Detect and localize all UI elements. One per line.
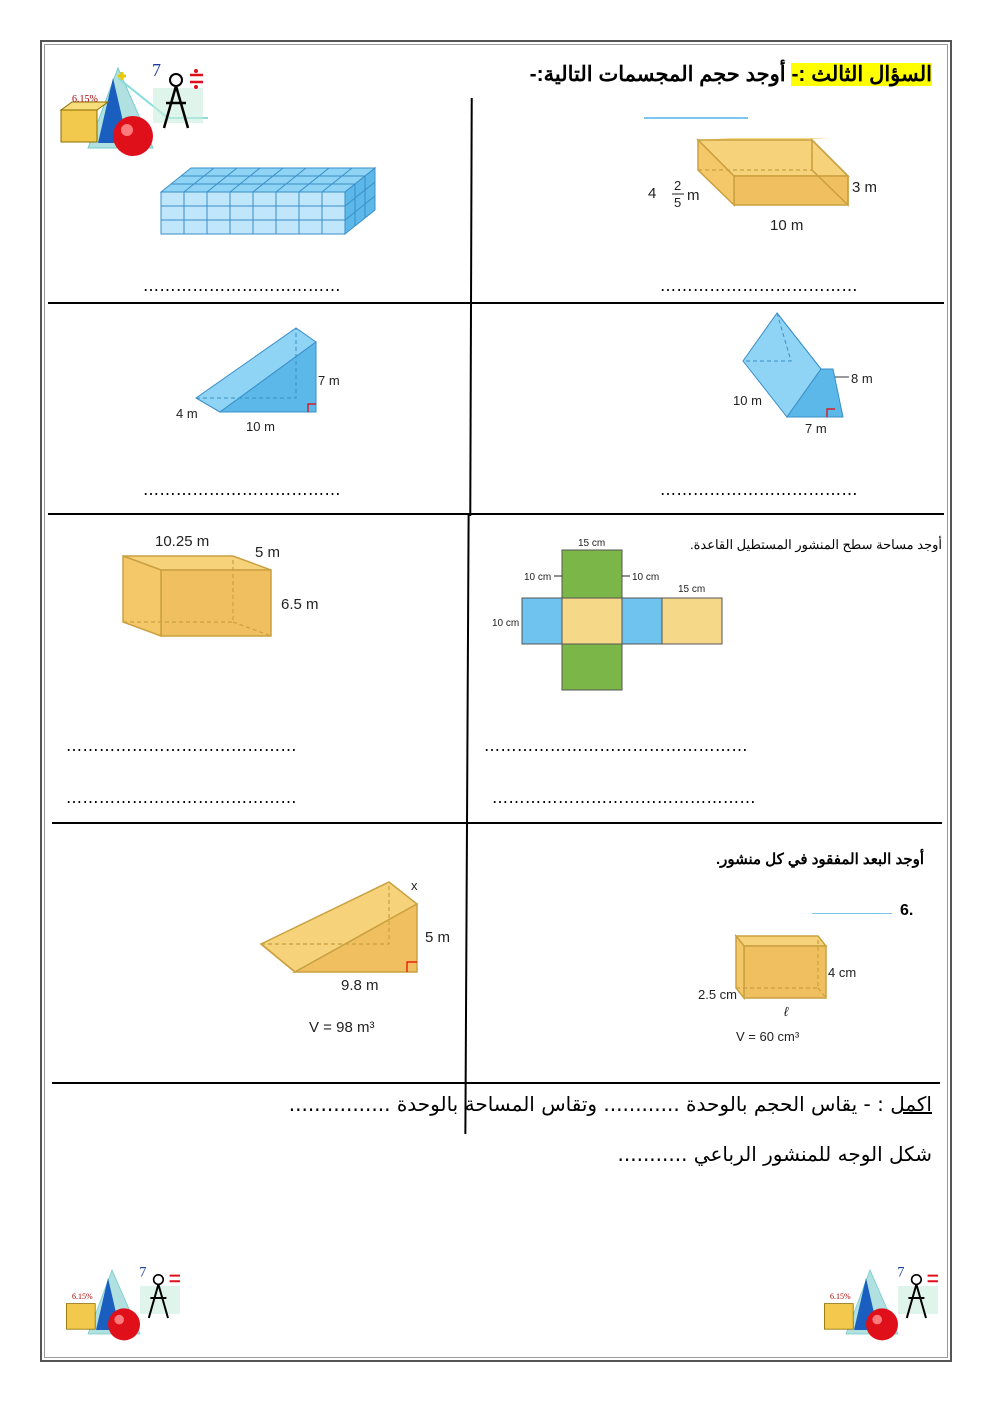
logo-percent: 6.15% bbox=[72, 94, 98, 105]
tri2-side-label: 8 m bbox=[851, 371, 873, 386]
answer-line-3b-right[interactable]: ………………………………………… bbox=[492, 788, 756, 807]
row-divider-1 bbox=[48, 302, 944, 304]
net-left-label: 10 cm bbox=[524, 572, 552, 583]
tri1-length-label: 10 m bbox=[246, 419, 275, 434]
svg-text:7: 7 bbox=[897, 1264, 905, 1281]
question-text: أوجد حجم المجسمات التالية:- bbox=[529, 63, 786, 86]
net-instruction: أوجد مساحة سطح المنشور المستطيل القاعدة. bbox=[689, 537, 942, 552]
net-figure bbox=[488, 534, 728, 694]
question-title bbox=[530, 62, 932, 87]
answer-line-1-right[interactable]: ……………………………… bbox=[660, 276, 858, 295]
tri-prism-2-figure bbox=[725, 305, 895, 440]
prism-depth-unit: m bbox=[687, 187, 700, 204]
svg-text:6.15%: 6.15% bbox=[72, 1291, 93, 1301]
math-logo-top bbox=[58, 58, 208, 158]
row-divider-4 bbox=[52, 1082, 940, 1084]
box-depth-label: 5 m bbox=[255, 544, 281, 561]
question-label: السؤال الثالث :- bbox=[791, 63, 932, 86]
answer-line-2-right[interactable]: ……………………………… bbox=[660, 480, 858, 499]
tri2-length-label: 10 m bbox=[733, 393, 762, 408]
complete-line-2[interactable]: شكل الوجه للمنشور الرباعي ........... bbox=[617, 1142, 932, 1166]
svg-text:6.15%: 6.15% bbox=[830, 1291, 851, 1301]
tri-prism-1-figure bbox=[170, 320, 360, 440]
tri1-height-label: 7 m bbox=[318, 373, 340, 388]
net-right-label: 10 cm bbox=[632, 572, 660, 583]
net-right2-label: 15 cm bbox=[678, 584, 706, 595]
svg-text:7: 7 bbox=[139, 1264, 147, 1281]
prism-height-label: 3 m bbox=[852, 179, 878, 196]
net-side-label: 10 cm bbox=[492, 618, 520, 629]
wedge-figure bbox=[255, 874, 470, 1039]
row-divider-2 bbox=[48, 513, 944, 515]
answer-line-3a-left[interactable]: …………………………………… bbox=[66, 736, 297, 755]
missing-number: 6. bbox=[900, 902, 914, 919]
wedge-volume-label: V = 98 m³ bbox=[309, 1019, 375, 1036]
logo-seven: 7 bbox=[152, 60, 161, 80]
math-logo-bottom-left bbox=[64, 1262, 184, 1342]
wedge-height-label: 5 m bbox=[425, 929, 451, 946]
cube-block-figure bbox=[155, 162, 380, 240]
prism-depth-whole: 4 bbox=[648, 185, 657, 202]
wedge-x-label: x bbox=[411, 878, 418, 893]
small-box-figure bbox=[692, 928, 872, 1048]
answer-line-2-left[interactable]: ……………………………… bbox=[143, 480, 341, 499]
row-divider-3 bbox=[52, 822, 942, 824]
tri1-width-label: 4 m bbox=[176, 406, 198, 421]
math-logo-bottom-right bbox=[822, 1262, 942, 1342]
complete-line-1 bbox=[289, 1092, 932, 1116]
rect-prism-figure bbox=[640, 110, 900, 240]
complete-label: اكمل bbox=[890, 1092, 932, 1116]
box-height-label: 6.5 m bbox=[281, 596, 319, 613]
prism-depth-num: 2 bbox=[674, 178, 682, 193]
small-box-height-label: 4 cm bbox=[828, 965, 857, 980]
answer-line-3a-right[interactable]: ………………………………………… bbox=[484, 736, 748, 755]
answer-line-1-left[interactable]: ……………………………… bbox=[143, 276, 341, 295]
answer-line-3b-left[interactable]: …………………………………… bbox=[66, 788, 297, 807]
prism-depth-den: 5 bbox=[674, 195, 682, 210]
box-length-label: 10.25 m bbox=[155, 533, 210, 550]
small-box-depth-label: 2.5 cm bbox=[698, 987, 738, 1002]
complete-text-1[interactable]: : - يقاس الحجم بالوحدة ............ وتقاس المساحة بالوحدة ................ bbox=[288, 1092, 884, 1116]
orange-box-figure bbox=[115, 530, 345, 645]
net-top-label: 15 cm bbox=[578, 538, 606, 549]
wedge-length-label: 9.8 m bbox=[341, 977, 379, 994]
missing-number-underline bbox=[812, 913, 892, 914]
tri2-base-label: 7 m bbox=[805, 421, 827, 436]
small-box-volume-label: V = 60 cm³ bbox=[736, 1029, 800, 1044]
prism-length-label: 10 m bbox=[770, 217, 804, 234]
small-box-length-label: ℓ bbox=[784, 1004, 789, 1019]
missing-instruction: أوجد البعد المفقود في كل منشور. bbox=[715, 851, 924, 868]
